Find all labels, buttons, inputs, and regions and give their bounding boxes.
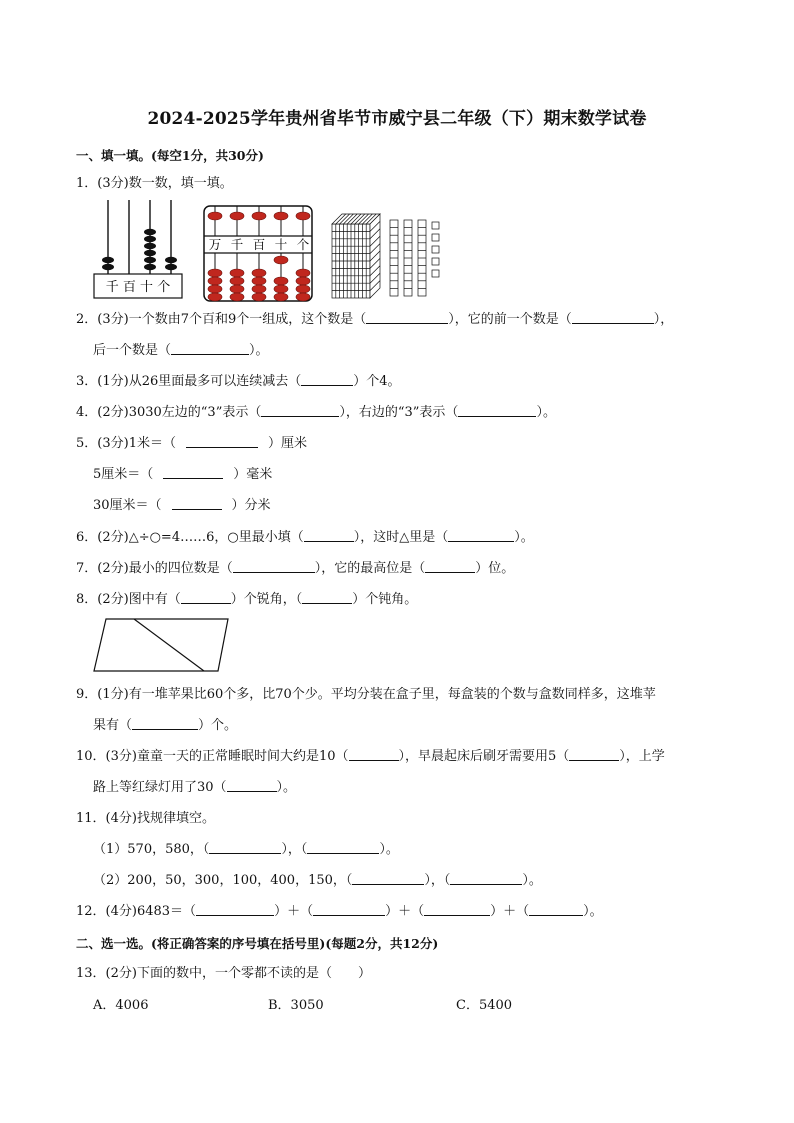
- abacus-label-wan: 万: [208, 237, 222, 252]
- choice-c[interactable]: C．5400: [456, 998, 513, 1013]
- question-text: 果有（: [93, 718, 133, 733]
- question-8: [76, 590, 417, 610]
- question-text: ），上学: [619, 749, 665, 764]
- question-number: 6．: [76, 530, 98, 545]
- question-text: ）＋（: [274, 904, 314, 919]
- question-number: 8．: [76, 592, 98, 607]
- answer-blank[interactable]: [171, 341, 249, 355]
- parallelogram-figure: [90, 615, 235, 675]
- question-number: 9．: [76, 687, 98, 702]
- question-score: (2分): [97, 530, 129, 545]
- abacus-label-bai: 百: [252, 237, 266, 252]
- question-5-part-2: [93, 465, 272, 485]
- question-text: ），（: [281, 842, 308, 857]
- question-number: 2．: [76, 312, 98, 327]
- answer-blank[interactable]: [301, 372, 353, 386]
- question-text: 路上等红绿灯用了30（: [93, 780, 227, 795]
- counting-frame-figure: [94, 200, 182, 298]
- question-text: （1）570，580，（: [93, 842, 210, 857]
- abacus-label-qian: 千: [230, 237, 244, 252]
- question-text: 找规律填空。: [136, 811, 215, 826]
- answer-blank[interactable]: [132, 716, 198, 730]
- counting-frame-labels: 千 百 十 个: [105, 280, 171, 295]
- section-1-heading: 一、填一填。(每空1分，共30分): [76, 148, 264, 163]
- question-text: 一个数由7个百和9个一组成，这个数是（: [128, 312, 367, 327]
- question-10-continued: [93, 778, 296, 798]
- question-score: (3分): [105, 749, 137, 764]
- question-12: [76, 902, 603, 922]
- answer-blank[interactable]: [181, 590, 231, 604]
- question-text: ），右边的“3”表示（: [339, 405, 459, 420]
- question-score: (1分): [97, 687, 129, 702]
- question-text: ）。: [514, 530, 534, 545]
- answer-blank[interactable]: [304, 528, 354, 542]
- question-text: ），这时△里是（: [353, 530, 449, 545]
- question-score: (3分): [97, 436, 129, 451]
- question-score: (4分): [105, 811, 137, 826]
- answer-blank[interactable]: [196, 902, 274, 916]
- question-text: 30厘米＝（: [93, 498, 162, 513]
- answer-blank[interactable]: [209, 840, 281, 854]
- answer-blank[interactable]: [366, 310, 448, 324]
- question-5: [76, 434, 307, 454]
- question-7: [76, 559, 514, 579]
- answer-blank[interactable]: [261, 403, 339, 417]
- abacus-label-ge: 个: [296, 237, 310, 252]
- base-ten-blocks-figure: [332, 214, 439, 298]
- question-score: (4分): [105, 904, 137, 919]
- question-text: ），（: [424, 873, 451, 888]
- question-text: ），它的前一个数是（: [448, 312, 572, 327]
- question-number: 12．: [76, 904, 106, 919]
- abacus-figure: [204, 206, 312, 301]
- question-text: 5厘米＝（: [93, 467, 154, 482]
- question-text: 图中有（: [128, 592, 181, 607]
- question-3: [76, 372, 401, 392]
- question-text: ）个钝角。: [352, 592, 418, 607]
- question-9: [76, 685, 656, 705]
- question-number: 7．: [76, 561, 98, 576]
- question-6: [76, 528, 534, 548]
- answer-blank[interactable]: [302, 590, 352, 604]
- question-text: 数一数，填一填。: [128, 176, 233, 191]
- question-text: ）毫米: [233, 467, 273, 482]
- question-text: ）。: [522, 873, 542, 888]
- question-number: 10．: [76, 749, 106, 764]
- question-text: ），早晨起床后刷牙需要用5（: [398, 749, 570, 764]
- answer-blank[interactable]: [352, 871, 424, 885]
- choice-a[interactable]: A．4006: [93, 998, 149, 1013]
- answer-blank[interactable]: [450, 871, 522, 885]
- answer-blank[interactable]: [233, 559, 315, 573]
- answer-blank[interactable]: [569, 747, 619, 761]
- question-11-part-1: [93, 840, 399, 860]
- question-text: ）。: [536, 405, 556, 420]
- question-score: (2分): [97, 592, 129, 607]
- question-2: [76, 310, 673, 330]
- question-text: ）厘米: [267, 436, 307, 451]
- question-text: ），它的最高位是（: [314, 561, 426, 576]
- answer-blank[interactable]: [227, 778, 277, 792]
- question-number: 5．: [76, 436, 98, 451]
- answer-blank[interactable]: [307, 840, 379, 854]
- question-text: 后一个数是（: [93, 343, 172, 358]
- question-text: ）分米: [231, 498, 271, 513]
- question-number: 1．: [76, 176, 98, 191]
- question-number: 13．: [76, 966, 106, 981]
- question-2-continued: [93, 341, 269, 361]
- question-text: 最小的四位数是（: [128, 561, 233, 576]
- question-score: (2分): [97, 405, 129, 420]
- question-text: （2）200，50，300，100，400，150，（: [93, 873, 353, 888]
- question-text: 6483＝（: [136, 904, 197, 919]
- question-text: ）个4。: [353, 374, 401, 389]
- question-text: 1米＝（: [128, 436, 176, 451]
- question-1: [76, 174, 233, 194]
- abacus-label-shi: 十: [274, 237, 288, 252]
- question-text: ）个。: [198, 718, 238, 733]
- answer-blank[interactable]: [186, 434, 258, 448]
- question-text: 童童一天的正常睡眠时间大约是10（: [136, 749, 349, 764]
- answer-blank[interactable]: [349, 747, 399, 761]
- question-text: ）位。: [475, 561, 515, 576]
- question-text: ）。: [583, 904, 603, 919]
- question-text: ），: [653, 312, 674, 327]
- answer-blank[interactable]: [424, 902, 490, 916]
- question-text: △÷○=4……6，○里最小填（: [128, 530, 304, 545]
- answer-blank[interactable]: [458, 403, 536, 417]
- question-score: (2分): [105, 966, 137, 981]
- question-5-part-3: [93, 496, 271, 516]
- question-text: ）。: [276, 780, 297, 795]
- question-text: ）个锐角，（: [230, 592, 303, 607]
- section-2-heading: 二、选一选。(将正确答案的序号填在括号里)(每题2分，共12分): [76, 936, 439, 951]
- question-11: [76, 809, 215, 829]
- question-score: (3分): [97, 176, 129, 191]
- question-text: 3030左边的“3”表示（: [128, 405, 262, 420]
- question-10: [76, 747, 665, 767]
- question-1-figures: [92, 196, 452, 306]
- question-text: ）。: [249, 343, 269, 358]
- answer-blank[interactable]: [529, 902, 583, 916]
- question-text: 从26里面最多可以连续减去（: [128, 374, 302, 389]
- answer-blank[interactable]: [425, 559, 475, 573]
- question-9-continued: [93, 716, 237, 736]
- question-13: [76, 964, 371, 984]
- question-text: 下面的数中，一个零都不读的是（ ）: [136, 966, 371, 981]
- question-4: [76, 403, 556, 423]
- question-number: 4．: [76, 405, 98, 420]
- answer-blank[interactable]: [572, 310, 654, 324]
- question-text: 有一堆苹果比60个多，比70个少。平均分装在盒子里，每盒装的个数与盒数同样多，这堆苹: [128, 687, 656, 702]
- choice-b[interactable]: B．3050: [268, 998, 324, 1013]
- page-title: 2024-2025学年贵州省毕节市威宁县二年级（下）期末数学试卷: [147, 109, 647, 129]
- question-text: ）＋（: [385, 904, 425, 919]
- question-score: (2分): [97, 561, 129, 576]
- answer-blank[interactable]: [163, 465, 223, 479]
- question-number: 3．: [76, 374, 98, 389]
- question-text: ）。: [379, 842, 399, 857]
- question-score: (3分): [97, 312, 129, 327]
- question-text: ）＋（: [490, 904, 530, 919]
- question-number: 11．: [76, 811, 106, 826]
- question-score: (1分): [97, 374, 129, 389]
- question-11-part-2: [93, 871, 542, 891]
- answer-blank[interactable]: [313, 902, 385, 916]
- answer-blank[interactable]: [172, 496, 222, 510]
- answer-blank[interactable]: [448, 528, 514, 542]
